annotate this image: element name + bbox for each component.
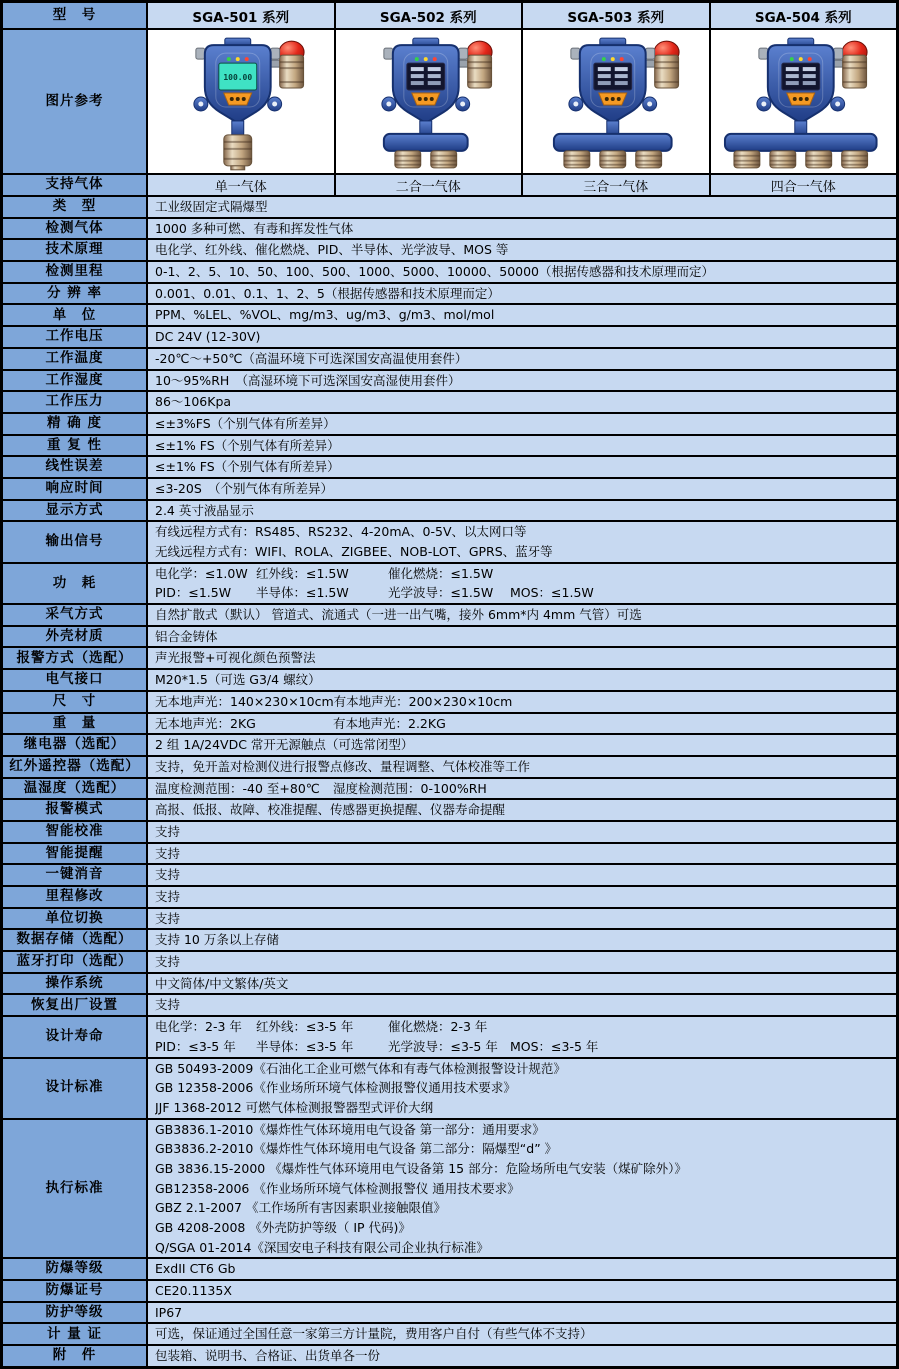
spec-line: M20*1.5（可选 G3/4 螺纹）	[155, 672, 321, 688]
spec-line: 支持	[155, 997, 181, 1013]
spec-row-value	[148, 974, 896, 994]
spec-line: 0.001、0.01、0.1、1、2、5（根据传感器和技术原理而定）	[155, 285, 500, 301]
spec-line: ≤±1% FS（个别气体有所差异）	[155, 459, 340, 475]
spec-row	[3, 369, 896, 391]
spec-row-label: 精 确 度	[3, 414, 148, 434]
spec-line: 无线远程方式有：WIFI、ROLA、ZIGBEE、NOB-LOT、GPRS、蓝牙等	[155, 544, 553, 559]
spec-line	[155, 564, 890, 584]
spec-line: ≤±1% FS（个别气体有所差异）	[155, 437, 340, 453]
sensor-probe-icon	[224, 135, 252, 170]
status-led-yellow	[798, 57, 802, 61]
sensor-probe-icon	[733, 151, 759, 168]
spec-row	[3, 282, 896, 304]
status-led-green	[789, 57, 793, 61]
spec-row	[3, 325, 896, 347]
spec-row-value	[148, 670, 896, 690]
spec-row-label: 工作压力	[3, 392, 148, 412]
device-image-cell	[334, 30, 522, 173]
spec-row-label: 附 件	[3, 1346, 148, 1366]
spec-line: 2 组 1A/24VDC 常开无源触点（可选常闭型）	[155, 737, 414, 753]
device-image-cells	[148, 30, 896, 173]
spec-line: GB 4208-2008 《外壳防护等级（ IP 代码)》	[155, 1220, 411, 1235]
sensor-probe-icon	[600, 151, 626, 168]
spec-row	[3, 907, 896, 929]
gas-detector-illustration	[523, 31, 709, 172]
spec-row-label: 功 耗	[3, 564, 148, 603]
gas-detector-illustration	[148, 31, 334, 172]
status-led-red	[807, 57, 811, 61]
spec-row	[3, 412, 896, 434]
spec-row	[3, 1301, 896, 1323]
spec-row	[3, 195, 896, 217]
spec-line: IP67	[155, 1304, 183, 1320]
spec-segment: MOS：≤1.5W	[510, 585, 594, 601]
spec-row-label: 工作电压	[3, 327, 148, 347]
spec-line: 自然扩散式（默认） 管道式、流通式（一进一出气嘴，接外 6mm*内 4mm 气管）可选	[155, 607, 642, 623]
sensor-probe-icon	[394, 151, 420, 168]
spec-row	[3, 993, 896, 1015]
spec-line: 10～95%RH （高湿环境下可选深国安高湿使用套件）	[155, 372, 461, 388]
spec-row	[3, 1118, 896, 1258]
spec-row-value	[148, 1120, 896, 1258]
gas-value-cell: 单一气体	[148, 175, 334, 195]
spec-row-label: 检测气体	[3, 219, 148, 239]
spec-row	[3, 950, 896, 972]
spec-row-label: 报警模式	[3, 800, 148, 820]
spec-row-value	[148, 327, 896, 347]
spec-line: GB 50493-2009《石油化工企业可燃气体和有毒气体检测报警设计规范》	[155, 1060, 566, 1076]
spec-row	[3, 712, 896, 734]
spec-line: 支持	[155, 954, 181, 970]
spec-row-value	[148, 349, 896, 369]
spec-row	[3, 668, 896, 690]
spec-row	[3, 1015, 896, 1056]
gas-detector-illustration	[711, 31, 897, 172]
gas-value-cell: 三合一气体	[521, 175, 709, 195]
spec-row-value	[148, 844, 896, 864]
spec-row	[3, 260, 896, 282]
spec-row-label: 一键消音	[3, 865, 148, 885]
status-led-yellow	[611, 57, 615, 61]
spec-row-value	[148, 757, 896, 777]
spec-row	[3, 733, 896, 755]
sensor-probe-icon	[564, 151, 590, 168]
spec-line: 高报、低报、故障、校准提醒、传感器更换提醒、仪器寿命提醒	[155, 802, 506, 818]
spec-row-value	[148, 648, 896, 668]
spec-row	[3, 520, 896, 561]
spec-row-label: 执行标准	[3, 1120, 148, 1258]
spec-row-value	[148, 952, 896, 972]
spec-row-value	[148, 692, 896, 712]
spec-row-label: 尺 寸	[3, 692, 148, 712]
spec-line	[155, 583, 890, 603]
spec-row-label: 智能提醒	[3, 844, 148, 864]
spec-row-label: 分 辨 率	[3, 284, 148, 304]
spec-segment: 红外线：≤1.5W	[256, 565, 349, 581]
spec-row-value	[148, 1017, 896, 1056]
spec-row-label: 计 量 证	[3, 1324, 148, 1344]
spec-segment: 红外线：≤3-5 年	[256, 1019, 354, 1035]
spec-row-label: 红外遥控器（选配）	[3, 757, 148, 777]
gas-value-cell: 四合一气体	[709, 175, 897, 195]
spec-row	[3, 646, 896, 668]
spec-row-value	[148, 714, 896, 734]
spec-row	[3, 455, 896, 477]
spec-row-label: 里程修改	[3, 887, 148, 907]
spec-segment: 半导体：≤1.5W	[256, 585, 349, 601]
spec-line: GB3836.1-2010《爆炸性气体环境用电气设备 第一部分：通用要求》	[155, 1121, 545, 1137]
spec-row	[3, 972, 896, 994]
sensor-manifold	[383, 134, 467, 151]
spec-line: Q/SGA 01-2014《深国安电子科技有限公司企业执行标准》	[155, 1239, 489, 1255]
spec-line: CE20.1135X	[155, 1283, 232, 1299]
spec-row-label: 操作系统	[3, 974, 148, 994]
spec-segment: 湿度检测范围：0-100%RH	[333, 780, 487, 796]
spec-line: 可选，保证通过全国任意一家第三方计量院，费用客户自付（有些气体不支持）	[155, 1326, 593, 1342]
spec-row	[3, 477, 896, 499]
spec-row-label: 类 型	[3, 197, 148, 217]
spec-segment: 催化燃烧：2-3 年	[388, 1019, 488, 1035]
spec-line: 铝合金铸体	[155, 628, 218, 644]
device-image-cell	[709, 30, 897, 173]
spec-segment: 光学波导：≤1.5W	[388, 585, 494, 601]
sensor-probe-icon	[769, 151, 795, 168]
sensor-probe-icon	[841, 151, 867, 168]
spec-row	[3, 842, 896, 864]
spec-line: ≤±3%FS（个别气体有所差异）	[155, 415, 336, 431]
spec-row	[3, 777, 896, 799]
spec-segment: PID：≤1.5W	[155, 585, 232, 601]
spec-row-value	[148, 219, 896, 239]
device-image-cell	[148, 30, 334, 173]
spec-line: GB12358-2006 《作业场所环境气体检测报警仪 通用技术要求》	[155, 1180, 520, 1196]
spec-line: 支持	[155, 823, 181, 839]
spec-row-value	[148, 1259, 896, 1279]
gas-row-label: 支持气体	[3, 175, 148, 195]
spec-row-value	[148, 457, 896, 477]
model-row-label: 型 号	[3, 3, 148, 28]
spec-row-value	[148, 197, 896, 217]
spec-rows-container	[3, 195, 896, 1366]
spec-row	[3, 798, 896, 820]
spec-line: 支持，免开盖对检测仪进行报警点修改、量程调整、气体校准等工作	[155, 758, 531, 774]
spec-line: GB3836.2-2010《爆炸性气体环境用电气设备 第二部分：隔爆型“d” 》	[155, 1141, 558, 1157]
spec-row-value	[148, 414, 896, 434]
spec-row	[3, 1344, 896, 1366]
spec-row-label: 报警方式（选配）	[3, 648, 148, 668]
spec-row-value	[148, 284, 896, 304]
spec-row-value	[148, 627, 896, 647]
spec-line: 支持	[155, 845, 181, 861]
spec-row-label: 防爆等级	[3, 1259, 148, 1279]
spec-line: 有线远程方式有：RS485、RS232、4-20mA、0-5V、以太网口等	[155, 524, 527, 540]
spec-row-value	[148, 605, 896, 625]
spec-row	[3, 928, 896, 950]
spec-row-value	[148, 522, 896, 561]
spec-row-value	[148, 909, 896, 929]
spec-segment: 催化燃烧：≤1.5W	[388, 565, 494, 581]
spec-row-value	[148, 1346, 896, 1366]
supported-gases-row	[3, 173, 896, 195]
model-header-cell: SGA-501 系列	[148, 3, 334, 28]
spec-row-value	[148, 995, 896, 1015]
spec-row	[3, 1257, 896, 1279]
gas-detector-illustration	[336, 31, 522, 172]
spec-row-label: 防护等级	[3, 1303, 148, 1323]
spec-line: 声光报警+可视化颜色预警法	[155, 650, 316, 666]
screen-reading: 100.00	[223, 73, 253, 83]
spec-row	[3, 347, 896, 369]
spec-row-label: 单位切换	[3, 909, 148, 929]
spec-row	[3, 863, 896, 885]
spec-line: 中文简体/中文繁体/英文	[155, 975, 289, 991]
spec-row-label: 智能校准	[3, 822, 148, 842]
image-reference-row	[3, 28, 896, 173]
gas-value-cells	[148, 175, 896, 195]
spec-line: GBZ 2.1-2007 《工作场所有害因素职业接触限值》	[155, 1200, 446, 1216]
spec-row-label: 设计标准	[3, 1059, 148, 1118]
spec-line: PPM、%LEL、%VOL、mg/m3、ug/m3、g/m3、mol/mol	[155, 307, 495, 323]
spec-row-value	[148, 436, 896, 456]
spec-line: ≤3-20S （个别气体有所差异）	[155, 480, 334, 496]
status-led-green	[414, 57, 418, 61]
spec-row	[3, 1279, 896, 1301]
model-header-cell: SGA-504 系列	[709, 3, 897, 28]
spec-row	[3, 1057, 896, 1118]
spec-segment: 电化学：2-3 年	[155, 1019, 242, 1035]
spec-line: 2.4 英寸液晶显示	[155, 502, 254, 518]
spec-row-value	[148, 501, 896, 521]
spec-line: 86～106Kpa	[155, 394, 232, 410]
spec-line: 支持	[155, 889, 181, 904]
spec-segment: 无本地声光：140×230×10cm	[155, 693, 334, 709]
spec-row-label: 恢复出厂设置	[3, 995, 148, 1015]
spec-row	[3, 434, 896, 456]
spec-segment: 光学波导：≤3-5 年	[388, 1038, 498, 1054]
status-led-yellow	[236, 57, 240, 61]
spec-row	[3, 499, 896, 521]
spec-row-value	[148, 1281, 896, 1301]
spec-row	[3, 755, 896, 777]
spec-row-value	[148, 262, 896, 282]
status-led-green	[227, 57, 231, 61]
spec-line: 电化学、红外线、催化燃烧、PID、半导体、光学波导、MOS 等	[155, 242, 509, 258]
spec-row-label: 防爆证号	[3, 1281, 148, 1301]
sensor-probe-icon	[430, 151, 456, 168]
spec-row-label: 外壳材质	[3, 627, 148, 647]
spec-line	[155, 714, 890, 734]
spec-row-value	[148, 779, 896, 799]
spec-segment: 无本地声光：2KG	[155, 715, 256, 731]
gas-value-cell: 二合一气体	[334, 175, 522, 195]
spec-row-value	[148, 240, 896, 260]
status-led-red	[620, 57, 624, 61]
spec-row-label: 单 位	[3, 305, 148, 325]
spec-row-value	[148, 479, 896, 499]
spec-row-value	[148, 1324, 896, 1344]
spec-line: 支持 10 万条以上存储	[155, 932, 279, 948]
spec-row-value	[148, 822, 896, 842]
spec-row-value	[148, 564, 896, 603]
status-led-green	[602, 57, 606, 61]
spec-row	[3, 303, 896, 325]
spec-line: 1000 多种可燃、有毒和挥发性气体	[155, 220, 354, 236]
spec-row-value	[148, 1303, 896, 1323]
spec-line: 支持	[155, 910, 181, 926]
spec-line: 包装箱、说明书、合格证、出货单各一份	[155, 1348, 381, 1364]
model-header-cell: SGA-502 系列	[334, 3, 522, 28]
spec-row-value	[148, 305, 896, 325]
status-led-red	[245, 57, 249, 61]
spec-row-value	[148, 865, 896, 885]
spec-segment: PID：≤3-5 年	[155, 1038, 236, 1054]
spec-row-label: 输出信号	[3, 522, 148, 561]
spec-row-label: 温湿度（选配）	[3, 779, 148, 799]
sensor-manifold	[724, 134, 876, 151]
spec-row-label: 技术原理	[3, 240, 148, 260]
spec-segment: 有本地声光：2.2KG	[333, 715, 446, 731]
spec-row	[3, 820, 896, 842]
spec-row-value	[148, 735, 896, 755]
spec-line: 支持	[155, 867, 181, 883]
spec-row-value	[148, 887, 896, 907]
sensor-probe-icon	[636, 151, 662, 168]
status-led-yellow	[423, 57, 427, 61]
spec-row	[3, 625, 896, 647]
spec-line: 工业级固定式隔爆型	[155, 199, 268, 214]
spec-row	[3, 603, 896, 625]
spec-row-label: 显示方式	[3, 501, 148, 521]
spec-line: GB 3836.15-2000 《爆炸性气体环境用电气设备第 15 部分：危险场所电气安装（煤矿除外）》	[155, 1160, 687, 1176]
model-header-cell: SGA-503 系列	[521, 3, 709, 28]
status-led-red	[432, 57, 436, 61]
spec-segment: 温度检测范围：-40 至+80℃	[155, 780, 320, 796]
spec-line: 0-1、2、5、10、50、100、500、1000、5000、10000、50000（根据传感器和技术原理而定）	[155, 264, 715, 280]
spec-row-label: 采气方式	[3, 605, 148, 625]
spec-row-value	[148, 800, 896, 820]
spec-row	[3, 217, 896, 239]
spec-row-label: 设计寿命	[3, 1017, 148, 1056]
spec-row-value	[148, 392, 896, 412]
spec-row-label: 响应时间	[3, 479, 148, 499]
spec-row-label: 蓝牙打印（选配）	[3, 952, 148, 972]
device-image-cell	[521, 30, 709, 173]
model-header-row	[3, 3, 896, 28]
spec-segment: MOS：≤3-5 年	[510, 1038, 599, 1054]
spec-row-label: 工作湿度	[3, 371, 148, 391]
spec-line	[155, 692, 890, 712]
spec-row-value	[148, 1059, 896, 1118]
spec-line: JJF 1368-2012 可燃气体检测报警器型式评价大纲	[155, 1099, 434, 1115]
model-header-cells	[148, 3, 896, 28]
spec-row	[3, 885, 896, 907]
spec-row	[3, 238, 896, 260]
sensor-probe-icon	[805, 151, 831, 168]
spec-row-value	[148, 371, 896, 391]
spec-row-label: 检测里程	[3, 262, 148, 282]
image-row-label: 图片参考	[3, 30, 148, 173]
spec-row	[3, 390, 896, 412]
spec-segment: 有本地声光：200×230×10cm	[333, 693, 513, 709]
spec-row-label: 继电器（选配）	[3, 735, 148, 755]
spec-line: -20℃～+50℃（高温环境下可选深国安高温使用套件）	[155, 350, 468, 366]
spec-segment: 电化学：≤1.0W	[155, 565, 248, 581]
spec-row-label: 数据存储（选配）	[3, 930, 148, 950]
spec-row-label: 重 复 性	[3, 436, 148, 456]
spec-row	[3, 690, 896, 712]
spec-line	[155, 779, 890, 799]
spec-segment: 半导体：≤3-5 年	[256, 1038, 354, 1054]
spec-line	[155, 1017, 890, 1037]
spec-row-label: 工作温度	[3, 349, 148, 369]
spec-row-label: 电气接口	[3, 670, 148, 690]
spec-line: DC 24V (12-30V)	[155, 329, 261, 345]
spec-line	[155, 1037, 890, 1057]
spec-row-label: 线性误差	[3, 457, 148, 477]
spec-row	[3, 1322, 896, 1344]
spec-line: GB 12358-2006《作业场所环境气体检测报警仪通用技术要求》	[155, 1080, 516, 1096]
spec-row-value	[148, 930, 896, 950]
spec-row-label: 重 量	[3, 714, 148, 734]
spec-row	[3, 562, 896, 603]
sensor-manifold	[554, 134, 672, 151]
spec-line: ExdII CT6 Gb	[155, 1261, 236, 1277]
